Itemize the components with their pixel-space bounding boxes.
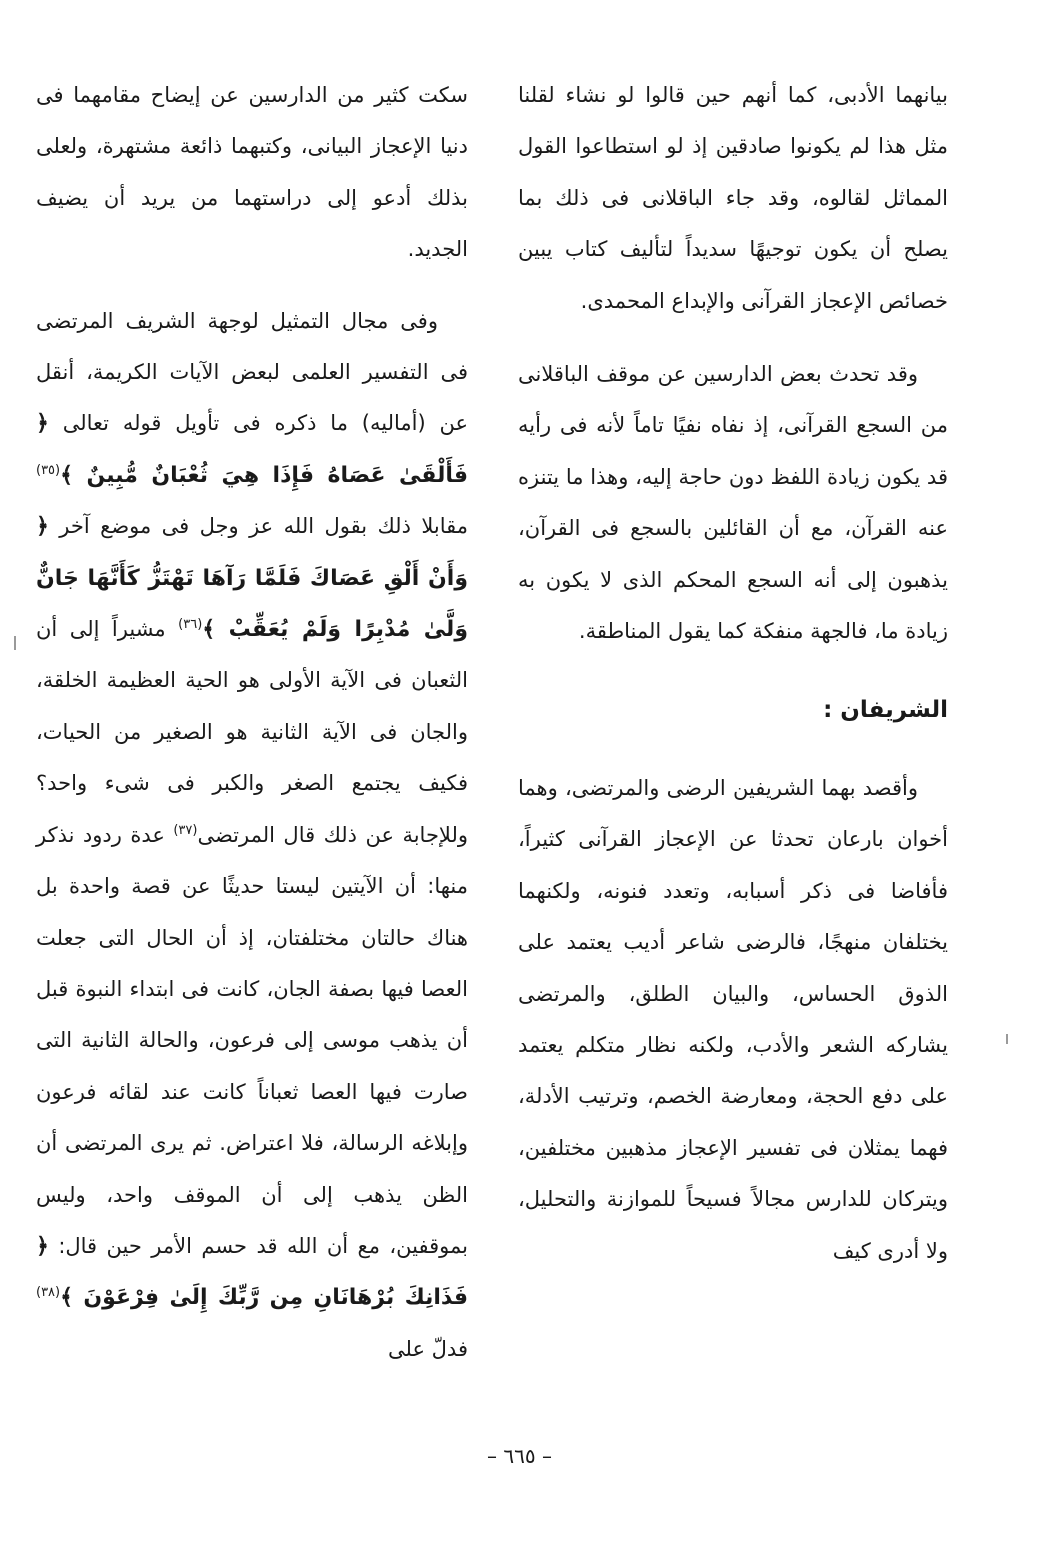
section-heading: الشريفان : <box>823 697 948 724</box>
paragraph: وقد تحدث بعض الدارسين عن موقف الباقلانى من السجع القرآنى، إذ نفاه نفيًا تاماً لأنه فى رأيه قد يكون زيادة اللفظ دون حاجة إليه، وهذا ما يتنزه عنه القرآن، مع أن القائلين بالسجع فى القرآن، يذهبون إلى أنه السجع المحكم الذى لا يكون به زيادة ما، فالجهة منفكة كما يقول المناطقة. <box>518 362 948 644</box>
footnote-reference: (٣٨) <box>36 1285 61 1301</box>
paragraph-text: مشيراً إلى أن الثعبان فى الآية الأولى هو الحية العظيمة الخلقة، والجان فى الآية الثانية هو الصغير من الحيات، فكيف يجتمع الصغر والكبر فى شىء واحد؟ وللإجابة عن ذلك قال المرتضى <box>36 617 468 847</box>
paragraph-text: فدلّ على <box>388 1336 468 1361</box>
paragraph-text: عدة ردود نذكر منها: أن الآيتين ليستا حديثًا عن قصة واحدة بل هناك حالتان مختلفتان، إذ أن الحال التى جعلت العصا فيها بصفة الجان، كانت فى ابتداء النبوة قبل أن يذهب موسى إلى فرعون، والحالة الثانية التى صارت فيها العصا ثعباناً كانت عند لقائه فرعون وإبلاغه الرسالة، فلا اعتراض. ثم يرى المرتضى أن الظن يذهب إلى أن الموقف واحد، وليس بموقفين، مع أن الله قد حسم الأمر حين قال: <box>36 822 468 1258</box>
footnote-reference: (٣٦) <box>178 617 203 633</box>
paragraph <box>36 296 468 1376</box>
footnote-reference: (٣٥) <box>36 462 61 478</box>
paragraph: بيانهما الأدبى، كما أنهم حين قالوا لو نشاء لقلنا مثل هذا لم يكونوا صادقين إذ لو استطاعوا القول المماثل لقالوه، وقد جاء الباقلانى فى ذلك بما يصلح أن يكون توجيهًا سديداً لتأليف كتاب يبين خصائص الإعجاز القرآنى والإبداع المحمدى. <box>518 83 948 313</box>
quran-verse: ﴿ فَأَلْقَىٰ عَصَاهُ فَإِذَا هِيَ ثُعْبَانٌ مُّبِينٌ ﴾ <box>36 411 468 488</box>
scan-mark <box>1006 1034 1008 1044</box>
paragraph: سكت كثير من الدارسين عن إيضاح مقامهما فى دنيا الإعجاز البيانى، وكتبهما ذائعة مشتهرة، ولعلى بذلك أدعو إلى دراستهما من يريد أن يضيف الجديد. <box>36 83 468 262</box>
scan-mark <box>14 636 16 650</box>
quran-verse: ﴿ فَذَانِكَ بُرْهَانَانِ مِن رَّبِّكَ إِلَىٰ فِرْعَوْنَ ﴾ <box>36 1233 468 1311</box>
quran-verse: ﴿ وَأَنْ أَلْقِ عَصَاكَ فَلَمَّا رَآهَا تَهْتَزُّ كَأَنَّهَا جَانٌّ وَلَّىٰ مُدْبِرًا وَلَمْ يُعَقِّبْ ﴾ <box>36 514 468 643</box>
paragraph-text: مقابلا ذلك بقول الله عز وجل فى موضع آخر <box>48 514 468 539</box>
paragraph: وأقصد بهما الشريفين الرضى والمرتضى، وهما أخوان بارعان تحدثا عن الإعجاز القرآنى كثيراً، فأفاضا فى ذكر أسبابه، وتعدد فنونه، ولكنهما يختلفان منهجًا، فالرضى شاعر أديب يعتمد على الذوق الحساس، والبيان الطلق، والمرتضى يشاركه الشعر والأدب، ولكنه نظار متكلم يعتمد على دفع الحجة، ومعارضة الخصم، وترتيب الأدلة، فهما يمثلان فى تفسير الإعجاز مذهبين مختلفين، ويتركان للدارس مجالاً فسيحاً للموازنة والتحليل، ولا أدرى كيف <box>518 775 948 1263</box>
page-number: – ٦٦٥ – <box>487 1444 552 1468</box>
footnote-reference: (٣٧) <box>173 822 198 838</box>
left-text-column <box>36 70 468 1375</box>
paragraph-text: وفى مجال التمثيل لوجهة الشريف المرتضى فى التفسير العلمى لبعض الآيات الكريمة، أنقل عن (أماليه) ما ذكره فى تأويل قوله تعالى <box>36 308 468 436</box>
right-text-column <box>518 70 948 1277</box>
